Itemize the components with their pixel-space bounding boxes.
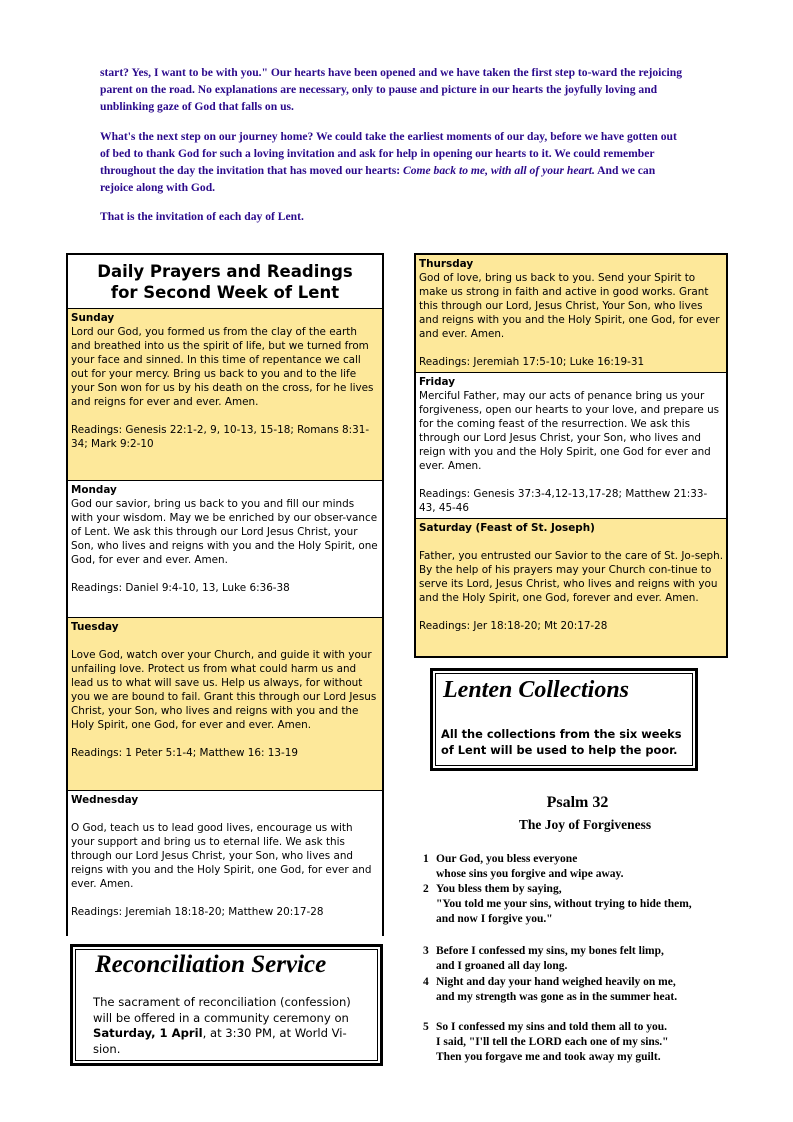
verse-line: and my strength was gone as in the summer heat. [436,991,678,1003]
day-wednesday [68,791,382,936]
verse-line: So I confessed my sins and told them all to you. [436,1021,667,1033]
day-readings: Readings: Genesis 22:1-2, 9, 10-13, 15-18; Romans 8:31-34; Mark 9:2-10 [71,424,370,450]
day-prayer: Lord our God, you formed us from the clay of the earth and breathed into us the spirit of life, but we turned from your face and sinned. In this time of repentance we call out for your mercy. Bring us back to you and to the life your Son won for us by his death on the cross, for he lives and reigns for ever and ever. Amen. [71,326,374,408]
day-prayer: God of love, bring us back to you. Send your Spirit to make us strong in faith and active in good works. Grant this through our Lord, Jesus Christ, Your Son, who lives and reigns with you and the Holy Spirit, one God, for ever and ever. Amen. [419,272,720,340]
day-name: Monday [71,484,117,496]
day-prayer: Love God, watch over your Church, and guide it with your unfailing love. Protect us from what could harm us and lead us to what will save us. Help us always, for without you we are bound to fail. Grant this through our Lord Jesus Christ, your Son, who lives and reigns with you and the Holy Spirit, one God, for ever and ever. Amen. [71,649,377,731]
intro-text-1: start? Yes, I want to be with you." Our hearts have been opened and we have taken the first step to-ward the rejoicing parent on the road. No explanations are necessary, only to pause and picture in our hearts the joyfully loving and unblinking gaze of God that falls on us. [100,66,683,113]
day-friday [416,373,726,519]
day-readings: Readings: Jer 18:18-20; Mt 20:17-28 [419,620,608,632]
day-prayer: Merciful Father, may our acts of penance bring us your forgiveness, open our hearts to your love, and prepare us for the coming feast of the resurrection. We ask this through our Lord Jesus Christ, your Son, who lives and reign with you and the Holy Spirit, one God for ever and ever. Amen. [419,390,720,472]
intro-text-2 [100,128,685,196]
day-thursday [416,255,726,373]
day-readings: Readings: Jeremiah 17:5-10; Luke 16:19-31 [419,356,645,368]
psalm-title: Psalm 32 [546,794,609,811]
day-name: Saturday (Feast of St. Joseph) [419,522,595,534]
verse-line: Before I confessed my sins, my bones felt limp, [436,945,664,957]
psalm-verse-1 [423,852,624,882]
reconciliation-date: Saturday, 1 April [93,1026,203,1040]
intro-text-2a: What's the next step on our journey home? We could take the earliest moments of our day, before we have gotten out of bed to thank God for such a loving invitation and ask for help in opening our hearts to it. We could remember throughout the day the invitation that has moved our hearts: [100,130,677,177]
psalm-subtitle: The Joy of Forgiveness [518,817,652,832]
day-tuesday [68,618,382,791]
intro-paragraph-2 [100,128,685,196]
verse-line: Night and day your hand weighed heavily on me, [436,976,676,988]
day-readings: Readings: 1 Peter 5:1-4; Matthew 16: 13-19 [71,747,299,759]
verse-number: 5 [423,1021,429,1033]
day-sunday [68,309,382,481]
verse-number: 1 [423,853,429,865]
reconciliation-text [93,995,373,1057]
verse-line: Then you forgave me and took away my guilt. [436,1051,661,1063]
day-name: Thursday [419,258,474,270]
verse-line: and now I forgive you." [436,913,553,925]
prayers-box-right [414,253,728,658]
day-name: Friday [419,376,456,388]
verse-number: 3 [423,945,429,957]
prayers-title [68,255,382,309]
psalm-verse-5 [423,1020,669,1065]
psalm-verse-4 [423,975,677,1005]
verse-line: "You told me your sins, without trying to hide them, [436,898,692,910]
collections-text: All the collections from the six weeks of Lent will be used to help the poor. [441,727,682,757]
verse-number: 2 [423,883,429,895]
reconciliation-text-b: , at 3:30 PM, at World Vi-sion. [93,1026,347,1056]
day-prayer: God our savior, bring us back to you and fill our minds with your wisdom. May we be enriched by our obser-vance of Lent. We ask this through our Lord Jesus Christ, your Son, who lives and reigns with you and the Holy Spirit, one God, for ever and ever. Amen. [71,498,378,566]
intro-text-3: That is the invitation of each day of Lent. [100,210,304,223]
day-name: Sunday [71,312,115,324]
day-readings: Readings: Daniel 9:4-10, 13, Luke 6:36-38 [71,582,290,594]
day-prayer: Father, you entrusted our Savior to the care of St. Jo-seph. By the help of his prayers may your Church con-tinue to serve its Lord, Jesus Christ, who lives and reigns with you and the Holy Spirit, one God, forever and ever. Amen. [419,550,724,604]
day-monday [68,481,382,618]
verse-line: and I groaned all day long. [436,960,568,972]
verse-line: whose sins you forgive and wipe away. [436,868,624,880]
psalm-verse-2 [423,882,692,927]
day-name: Tuesday [71,621,119,633]
prayers-box-left [66,253,384,936]
day-readings: Readings: Genesis 37:3-4,12-13,17-28; Matthew 21:33-43, 45-46 [419,488,708,514]
collections-box [430,668,698,771]
collections-title: Lenten Collections [443,677,629,703]
reconciliation-box [70,944,383,1066]
reconciliation-text-a: The sacrament of reconciliation (confession) will be offered in a community ceremony on [93,995,351,1025]
verse-line: Our God, you bless everyone [436,853,578,865]
psalm-verse-3 [423,944,664,974]
verse-number: 4 [423,976,429,988]
intro-italic-quote: Come back to me, with all of your heart. [402,164,595,177]
prayers-title-line2: for Second Week of Lent [110,283,340,302]
verse-line: You bless them by saying, [436,883,562,895]
prayers-title-line1: Daily Prayers and Readings [97,262,353,281]
intro-text-2b: And we can rejoice along with God. [100,164,656,194]
day-name: Wednesday [71,794,139,806]
day-readings: Readings: Jeremiah 18:18-20; Matthew 20:17-28 [71,906,324,918]
intro-paragraph-1 [100,64,685,115]
intro-paragraph-3 [100,208,685,225]
day-prayer: O God, teach us to lead good lives, encourage us with your support and bring us to eternal life. We ask this through our Lord Jesus Christ, your Son, who lives and reigns with you and the Holy Spirit, one God, for ever and ever. Amen. [71,822,372,890]
reconciliation-title: Reconciliation Service [95,951,327,978]
verse-line: I said, "I'll tell the LORD each one of my sins." [436,1036,669,1048]
day-saturday [416,519,726,656]
